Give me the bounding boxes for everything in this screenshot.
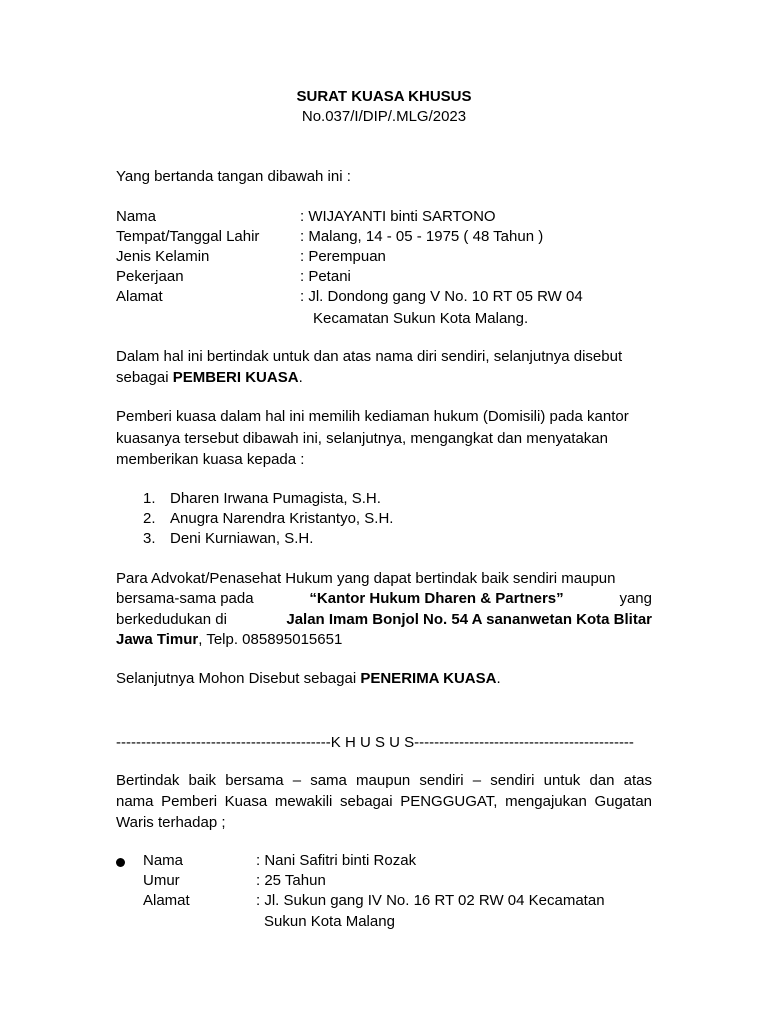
penerima-kuasa-label: PENERIMA KUASA — [360, 670, 497, 687]
law-firm-name: “Kantor Hukum Dharen & Partners” — [309, 590, 564, 607]
grantor-gender-label: Jenis Kelamin — [116, 248, 210, 265]
defendant-name-value: : Nani Safitri binti Rozak — [256, 852, 417, 869]
document-page: SURAT KUASA KHUSUS No.037/I/DIP/.MLG/2023 Yang bertanda tangan dibawah ini : Nama : WIJAYANTI binti SARTONO Tempat/Tanggal Lahir : Malang, 14 - 05 - 1975 ( 48 Tahun ) Jenis Kelamin : Perempuan Pekerjaan : Petani Alamat : Jl. Dondong gang V No. 10 RT 05 RW 04 Kecamatan Sukun Kota Malang. Dalam hal ini bertindak untuk dan atas nama diri sendiri, selanjutnya disebut sebagai PEMBERI KUASA. Pemberi kuasa dalam hal ini memilih kediaman hukum (Domisili) pada kantor kuasanya tersebut dibawah ini, selanjutnya, mengangkat dan menyatakan memberikan kuasa kepada : 1. Dharen Irwana Pumagista, S.H. 2. Anugra Narendra Kristantyo, S.H. 3. Deni Kurniawan, S.H. Para Advokat/Penasehat Hukum yang dapat bertindak baik sendiri maupun bersama-sama pada “Kantor Hukum Dharen & Partners” yang berkedudukan di Jalan Imam Bonjol No. 54 A sananwetan Kota Blitar Jawa Timur, Telp. 085895015651 Selanjutnya Mohon Disebut sebagai PENERIMA KUASA. -------------------------------------------K H U S U S-------------------------------------------- Bertindak baik bersama – sama maupun sendiri – sendiri untuk dan atas nama Pemberi Kuasa mewakili sebagai PENGGUGAT, mengajukan Gugatan Waris terhadap ; Nama : Nani Safitri binti Rozak Umur : 25 Tahun Alamat : Jl. Sukun gang IV No. 16 RT 02 RW 04 Kecamatan Sukun Kota Malang — [0, 0, 768, 1024]
paragraph-2-line-3: memberikan kuasa kepada : — [116, 451, 305, 468]
grantor-job-value: : Petani — [300, 268, 351, 285]
defendant-age-value: : 25 Tahun — [256, 872, 326, 889]
grantor-birth-value: : Malang, 14 - 05 - 1975 ( 48 Tahun ) — [300, 228, 544, 245]
attorney-name: Deni Kurniawan, S.H. — [170, 530, 314, 547]
document-title: SURAT KUASA KHUSUS — [296, 88, 472, 105]
paragraph-2-line-1: Pemberi kuasa dalam hal ini memilih kediaman hukum (Domisili) pada kantor — [116, 408, 629, 425]
paragraph-4: Selanjutnya Mohon Disebut sebagai PENERIMA KUASA. — [116, 670, 501, 687]
attorney-name: Dharen Irwana Pumagista, S.H. — [170, 490, 381, 507]
grantor-address-value: : Jl. Dondong gang V No. 10 RT 05 RW 04 — [300, 288, 583, 305]
defendant-name-label: Nama — [143, 852, 184, 869]
grantor-address-value-2: Kecamatan Sukun Kota Malang. — [313, 310, 529, 327]
paragraph-1-line-2: sebagai PEMBERI KUASA. — [116, 369, 303, 386]
law-firm-address: Jalan Imam Bonjol No. 54 A sananwetan Kota Blitar — [286, 611, 652, 628]
khusus-separator: -------------------------------------------K H U S U S-------------------------------------------- — [116, 734, 634, 751]
law-firm-phone: , Telp. 085895015651 — [198, 631, 343, 648]
paragraph-5-line-2: nama Pemberi Kuasa mewakili sebagai PENGGUGAT, mengajukan Gugatan — [116, 793, 652, 810]
defendant-address-value-2: Sukun Kota Malang — [264, 913, 395, 930]
defendant-address-label: Alamat — [143, 892, 190, 909]
attorney-name: Anugra Narendra Kristantyo, S.H. — [170, 510, 394, 527]
grantor-name-label: Nama — [116, 208, 157, 225]
defendant-address-value: : Jl. Sukun gang IV No. 16 RT 02 RW 04 Kecamatan — [256, 892, 605, 909]
paragraph-3-line-4: Jawa Timur, Telp. 085895015651 — [116, 631, 343, 648]
grantor-birth-label: Tempat/Tanggal Lahir — [116, 228, 260, 245]
paragraph-5-line-3: Waris terhadap ; — [116, 814, 226, 831]
document-number: No.037/I/DIP/.MLG/2023 — [301, 108, 467, 125]
defendant-age-label: Umur — [143, 872, 180, 889]
grantor-address-label: Alamat — [116, 288, 163, 305]
intro-text: Yang bertanda tangan dibawah ini : — [116, 168, 351, 185]
grantor-job-label: Pekerjaan — [116, 268, 184, 285]
paragraph-3-line-1: Para Advokat/Penasehat Hukum yang dapat bertindak baik sendiri maupun — [116, 570, 616, 587]
paragraph-3-line-3: berkedudukan di Jalan Imam Bonjol No. 54 A sananwetan Kota Blitar — [116, 611, 652, 628]
grantor-name-value: : WIJAYANTI binti SARTONO — [300, 208, 496, 225]
grantor-gender-value: : Perempuan — [300, 248, 386, 265]
bullet-icon — [116, 858, 125, 867]
paragraph-2-line-2: kuasanya tersebut dibawah ini, selanjutnya, mengangkat dan menyatakan — [116, 430, 608, 447]
paragraph-5-line-1: Bertindak baik bersama – sama maupun sendiri – sendiri untuk dan atas — [116, 772, 652, 789]
pemberi-kuasa-label: PEMBERI KUASA — [172, 369, 299, 386]
paragraph-3-line-2: bersama-sama pada “Kantor Hukum Dharen & Partners” yang — [116, 590, 652, 607]
paragraph-1-line-1: Dalam hal ini bertindak untuk dan atas nama diri sendiri, selanjutnya disebut — [116, 348, 623, 365]
